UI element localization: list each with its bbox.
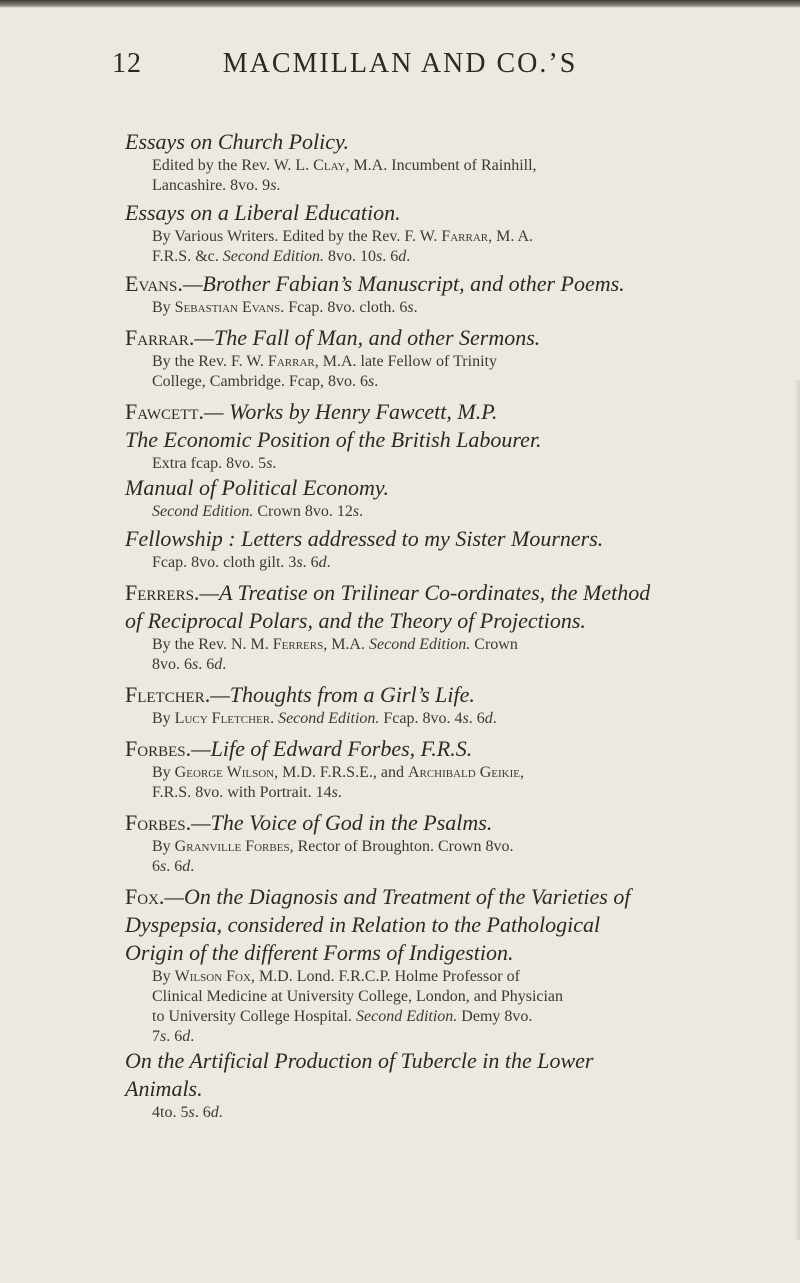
entry-title: — Works by Henry Fawcett, M.P. bbox=[204, 399, 498, 424]
catalogue-entry bbox=[125, 809, 695, 877]
entry-description: Edited by the Rev. W. L. Clay, M.A. Incumbent of Rainhill, Lancashire. 8vo. 9s. bbox=[152, 157, 537, 194]
page-number: 12 bbox=[112, 48, 142, 79]
catalogue-entry bbox=[125, 735, 695, 803]
catalogue-entry bbox=[125, 128, 695, 196]
entry-author: Fletcher. bbox=[125, 682, 211, 707]
entry-description: By Wilson Fox, M.D. Lond. F.R.C.P. Holme Professor of Clinical Medicine at University College, London, and Physician to University College Hospital. Second Edition. Demy 8vo. 7s. 6d. bbox=[152, 968, 564, 1045]
page-header bbox=[0, 48, 800, 88]
entry-title: —On the Diagnosis and Treatment of the Varieties of bbox=[164, 884, 631, 909]
entry-title: —Life of Edward Forbes, F.R.S. bbox=[191, 736, 473, 761]
catalogue-entry bbox=[125, 398, 695, 522]
entry-title-continued: Dyspepsia, considered in Relation to the Pathological bbox=[125, 912, 601, 937]
work-title: Manual of Political Economy. bbox=[125, 475, 389, 500]
entry-description: By the Rev. N. M. Ferrers, M.A. Second Edition. Crown 8vo. 6s. 6d. bbox=[152, 636, 518, 673]
entry-title-continued: of Reciprocal Polars, and the Theory of Projections. bbox=[125, 608, 586, 633]
catalogue-entry bbox=[125, 883, 695, 1123]
entry-title: Essays on a Liberal Education. bbox=[125, 200, 401, 225]
entry-description: By Lucy Fletcher. Second Edition. Fcap. 8vo. 4s. 6d. bbox=[152, 710, 497, 727]
entry-title: Fellowship : Letters addressed to my Sister Mourners. bbox=[125, 526, 604, 551]
entry-title: Essays on Church Policy. bbox=[125, 129, 350, 154]
catalogue-entry bbox=[125, 199, 695, 267]
top-rule bbox=[0, 0, 800, 8]
entry-description: By Granville Forbes, Rector of Broughton. Crown 8vo. 6s. 6d. bbox=[152, 838, 514, 875]
entry-description: Fcap. 8vo. cloth gilt. 3s. 6d. bbox=[152, 554, 331, 571]
page-edge-shadow bbox=[794, 380, 800, 1240]
entry-title: —The Voice of God in the Psalms. bbox=[191, 810, 493, 835]
entry-author: Forbes. bbox=[125, 736, 192, 761]
entry-author: Ferrers. bbox=[125, 580, 200, 605]
entry-author: Evans. bbox=[125, 271, 183, 296]
catalogue-entry bbox=[125, 324, 695, 392]
catalogue-entry bbox=[125, 579, 695, 675]
entry-title: —A Treatise on Trilinear Co-ordinates, the Method bbox=[199, 580, 651, 605]
catalogue-entry bbox=[125, 681, 695, 729]
entry-author: Fawcett. bbox=[125, 399, 205, 424]
entry-title: —Thoughts from a Girl’s Life. bbox=[210, 682, 475, 707]
entry-description: 4to. 5s. 6d. bbox=[152, 1104, 223, 1121]
catalogue-entry bbox=[125, 270, 695, 318]
entry-title-continued: Origin of the different Forms of Indigestion. bbox=[125, 940, 514, 965]
entry-description: By Sebastian Evans. Fcap. 8vo. cloth. 6s. bbox=[152, 299, 418, 316]
entry-description: By Various Writers. Edited by the Rev. F. W. Farrar, M. A. F.R.S. &c. Second Edition. 8vo. 10s. 6d. bbox=[152, 228, 534, 265]
running-head: MACMILLAN AND CO.’S bbox=[222, 48, 578, 79]
entry-author: Fox. bbox=[125, 884, 165, 909]
entry-description: By George Wilson, M.D. F.R.S.E., and Archibald Geikie, F.R.S. 8vo. with Portrait. 14s. bbox=[152, 764, 524, 801]
entry-author: Forbes. bbox=[125, 810, 192, 835]
entry-title: —The Fall of Man, and other Sermons. bbox=[194, 325, 541, 350]
entry-description: Extra fcap. 8vo. 5s. bbox=[152, 455, 277, 472]
entry-author: Farrar. bbox=[125, 325, 195, 350]
work-title-continued: Animals. bbox=[125, 1076, 203, 1101]
catalogue-content bbox=[125, 128, 695, 1123]
work-title: On the Artificial Production of Tubercle in the Lower bbox=[125, 1048, 594, 1073]
entry-title: —Brother Fabian’s Manuscript, and other Poems. bbox=[182, 271, 625, 296]
entry-description: By the Rev. F. W. Farrar, M.A. late Fellow of Trinity College, Cambridge. Fcap, 8vo. 6s. bbox=[152, 353, 497, 390]
entry-description: Second Edition. Crown 8vo. 12s. bbox=[152, 503, 364, 520]
work-title: The Economic Position of the British Labourer. bbox=[125, 427, 542, 452]
catalogue-entry bbox=[125, 525, 695, 573]
